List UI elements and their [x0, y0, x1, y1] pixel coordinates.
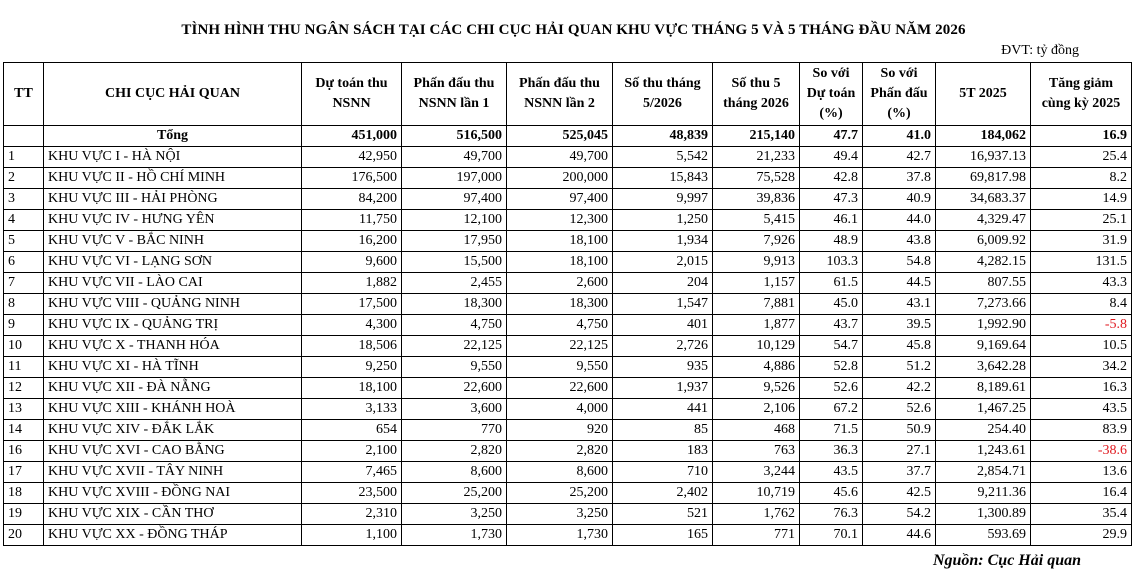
- total-growth: 16.9: [1031, 126, 1132, 147]
- cell-may: 2,015: [613, 252, 713, 273]
- cell-prev-year: 1,300.89: [936, 504, 1031, 525]
- header-row: [4, 63, 1132, 126]
- cell-name: KHU VỰC XIX - CẦN THƠ: [44, 504, 302, 525]
- cell-prev-year: 2,854.71: [936, 462, 1031, 483]
- cell-name: KHU VỰC XIII - KHÁNH HOÀ: [44, 399, 302, 420]
- table-row: [4, 336, 1132, 357]
- cell-name: KHU VỰC XII - ĐÀ NẴNG: [44, 378, 302, 399]
- cell-may: 441: [613, 399, 713, 420]
- cell-name: KHU VỰC VI - LẠNG SƠN: [44, 252, 302, 273]
- cell-estimate: 16,200: [302, 231, 402, 252]
- cell-tt: 5: [4, 231, 44, 252]
- cell-name: KHU VỰC V - BẮC NINH: [44, 231, 302, 252]
- cell-tt: 19: [4, 504, 44, 525]
- cell-target1: 8,600: [402, 462, 507, 483]
- cell-target2: 18,100: [507, 231, 613, 252]
- cell-target1: 2,455: [402, 273, 507, 294]
- cell-vs-estimate: 67.2: [800, 399, 863, 420]
- cell-vs-estimate: 61.5: [800, 273, 863, 294]
- cell-vs-target: 27.1: [863, 441, 936, 462]
- cell-vs-target: 54.2: [863, 504, 936, 525]
- cell-may: 183: [613, 441, 713, 462]
- cell-target2: 97,400: [507, 189, 613, 210]
- table-row: [4, 525, 1132, 546]
- cell-tt: 17: [4, 462, 44, 483]
- table-row: [4, 315, 1132, 336]
- cell-may: 15,843: [613, 168, 713, 189]
- cell-may: 710: [613, 462, 713, 483]
- cell-target1: 770: [402, 420, 507, 441]
- cell-prev-year: 34,683.37: [936, 189, 1031, 210]
- cell-prev-year: 1,992.90: [936, 315, 1031, 336]
- cell-five-months: 763: [713, 441, 800, 462]
- cell-estimate: 176,500: [302, 168, 402, 189]
- cell-target2: 4,000: [507, 399, 613, 420]
- cell-vs-estimate: 36.3: [800, 441, 863, 462]
- cell-five-months: 9,526: [713, 378, 800, 399]
- header-may: Số thu tháng 5/2026: [613, 63, 713, 126]
- cell-target1: 49,700: [402, 147, 507, 168]
- cell-target1: 2,820: [402, 441, 507, 462]
- cell-name: KHU VỰC VII - LÀO CAI: [44, 273, 302, 294]
- cell-tt: 14: [4, 420, 44, 441]
- total-five-months: 215,140: [713, 126, 800, 147]
- cell-target1: 17,950: [402, 231, 507, 252]
- header-prev-year: 5T 2025: [936, 63, 1031, 126]
- cell-vs-target: 50.9: [863, 420, 936, 441]
- cell-target2: 2,820: [507, 441, 613, 462]
- cell-target1: 97,400: [402, 189, 507, 210]
- cell-may: 1,937: [613, 378, 713, 399]
- total-vs-target: 41.0: [863, 126, 936, 147]
- cell-estimate: 23,500: [302, 483, 402, 504]
- cell-growth: 34.2: [1031, 357, 1132, 378]
- cell-target2: 9,550: [507, 357, 613, 378]
- table-row: [4, 189, 1132, 210]
- cell-five-months: 10,719: [713, 483, 800, 504]
- cell-target1: 22,125: [402, 336, 507, 357]
- unit-note: ĐVT: tỷ đồng: [1001, 43, 1079, 58]
- cell-estimate: 654: [302, 420, 402, 441]
- cell-five-months: 2,106: [713, 399, 800, 420]
- cell-name: KHU VỰC XX - ĐỒNG THÁP: [44, 525, 302, 546]
- cell-target1: 3,600: [402, 399, 507, 420]
- cell-five-months: 1,157: [713, 273, 800, 294]
- budget-table: [3, 62, 1132, 546]
- table-row: [4, 294, 1132, 315]
- cell-may: 165: [613, 525, 713, 546]
- table-row: [4, 462, 1132, 483]
- cell-estimate: 1,882: [302, 273, 402, 294]
- cell-estimate: 84,200: [302, 189, 402, 210]
- cell-vs-estimate: 47.3: [800, 189, 863, 210]
- cell-tt: 12: [4, 378, 44, 399]
- header-growth: Tăng giảm cùng kỳ 2025: [1031, 63, 1132, 126]
- cell-prev-year: 6,009.92: [936, 231, 1031, 252]
- cell-target1: 1,730: [402, 525, 507, 546]
- header-vs-estimate: So với Dự toán (%): [800, 63, 863, 126]
- cell-vs-target: 52.6: [863, 399, 936, 420]
- cell-name: KHU VỰC XI - HÀ TĨNH: [44, 357, 302, 378]
- cell-estimate: 11,750: [302, 210, 402, 231]
- cell-tt: 2: [4, 168, 44, 189]
- cell-five-months: 4,886: [713, 357, 800, 378]
- table-row: [4, 504, 1132, 525]
- cell-tt: 3: [4, 189, 44, 210]
- cell-may: 9,997: [613, 189, 713, 210]
- cell-target2: 200,000: [507, 168, 613, 189]
- cell-growth: 43.5: [1031, 399, 1132, 420]
- document-title: TÌNH HÌNH THU NGÂN SÁCH TẠI CÁC CHI CỤC HẢI QUAN KHU VỰC THÁNG 5 VÀ 5 THÁNG ĐẦU NĂM 2026: [181, 22, 966, 38]
- cell-vs-target: 37.7: [863, 462, 936, 483]
- cell-name: KHU VỰC XVIII - ĐỒNG NAI: [44, 483, 302, 504]
- cell-estimate: 2,310: [302, 504, 402, 525]
- cell-target1: 15,500: [402, 252, 507, 273]
- header-target2: Phấn đấu thu NSNN lần 2: [507, 63, 613, 126]
- cell-five-months: 468: [713, 420, 800, 441]
- cell-may: 85: [613, 420, 713, 441]
- cell-vs-target: 51.2: [863, 357, 936, 378]
- cell-growth: 83.9: [1031, 420, 1132, 441]
- cell-vs-target: 43.8: [863, 231, 936, 252]
- table-row: [4, 210, 1132, 231]
- cell-prev-year: 16,937.13: [936, 147, 1031, 168]
- cell-tt: 13: [4, 399, 44, 420]
- cell-target1: 22,600: [402, 378, 507, 399]
- cell-target2: 4,750: [507, 315, 613, 336]
- cell-vs-target: 44.0: [863, 210, 936, 231]
- table-row: [4, 441, 1132, 462]
- cell-five-months: 3,244: [713, 462, 800, 483]
- source-note: Nguồn: Cục Hải quan: [932, 552, 1081, 569]
- cell-prev-year: 1,243.61: [936, 441, 1031, 462]
- cell-target1: 9,550: [402, 357, 507, 378]
- cell-may: 521: [613, 504, 713, 525]
- cell-vs-estimate: 42.8: [800, 168, 863, 189]
- cell-prev-year: 4,329.47: [936, 210, 1031, 231]
- cell-growth: 31.9: [1031, 231, 1132, 252]
- cell-tt: 9: [4, 315, 44, 336]
- cell-may: 1,934: [613, 231, 713, 252]
- cell-estimate: 42,950: [302, 147, 402, 168]
- cell-growth: 14.9: [1031, 189, 1132, 210]
- cell-prev-year: 807.55: [936, 273, 1031, 294]
- total-estimate: 451,000: [302, 126, 402, 147]
- header-tt: TT: [4, 63, 44, 126]
- cell-target2: 18,300: [507, 294, 613, 315]
- cell-tt: 4: [4, 210, 44, 231]
- cell-growth: 35.4: [1031, 504, 1132, 525]
- total-prev-year: 184,062: [936, 126, 1031, 147]
- cell-may: 204: [613, 273, 713, 294]
- cell-estimate: 18,100: [302, 378, 402, 399]
- cell-growth: 13.6: [1031, 462, 1132, 483]
- cell-may: 401: [613, 315, 713, 336]
- cell-vs-estimate: 43.7: [800, 315, 863, 336]
- cell-five-months: 9,913: [713, 252, 800, 273]
- cell-five-months: 39,836: [713, 189, 800, 210]
- cell-tt: 8: [4, 294, 44, 315]
- cell-growth: -5.8: [1031, 315, 1132, 336]
- table-row: [4, 147, 1132, 168]
- cell-name: KHU VỰC XVI - CAO BẰNG: [44, 441, 302, 462]
- cell-tt: 20: [4, 525, 44, 546]
- cell-five-months: 771: [713, 525, 800, 546]
- table-row: [4, 273, 1132, 294]
- cell-estimate: 7,465: [302, 462, 402, 483]
- total-target2: 525,045: [507, 126, 613, 147]
- cell-name: KHU VỰC II - HỒ CHÍ MINH: [44, 168, 302, 189]
- cell-prev-year: 254.40: [936, 420, 1031, 441]
- cell-may: 935: [613, 357, 713, 378]
- cell-vs-target: 44.6: [863, 525, 936, 546]
- cell-target2: 1,730: [507, 525, 613, 546]
- cell-may: 5,542: [613, 147, 713, 168]
- cell-vs-estimate: 46.1: [800, 210, 863, 231]
- table-row: [4, 357, 1132, 378]
- cell-vs-estimate: 48.9: [800, 231, 863, 252]
- cell-prev-year: 4,282.15: [936, 252, 1031, 273]
- cell-name: KHU VỰC XVII - TÂY NINH: [44, 462, 302, 483]
- cell-vs-target: 43.1: [863, 294, 936, 315]
- cell-five-months: 1,762: [713, 504, 800, 525]
- cell-target1: 4,750: [402, 315, 507, 336]
- cell-vs-target: 42.5: [863, 483, 936, 504]
- cell-growth: 43.3: [1031, 273, 1132, 294]
- cell-vs-estimate: 70.1: [800, 525, 863, 546]
- cell-tt: 16: [4, 441, 44, 462]
- cell-vs-target: 54.8: [863, 252, 936, 273]
- cell-target2: 25,200: [507, 483, 613, 504]
- cell-name: KHU VỰC X - THANH HÓA: [44, 336, 302, 357]
- cell-name: KHU VỰC III - HẢI PHÒNG: [44, 189, 302, 210]
- cell-target2: 12,300: [507, 210, 613, 231]
- cell-vs-estimate: 76.3: [800, 504, 863, 525]
- cell-prev-year: 3,642.28: [936, 357, 1031, 378]
- table-row: [4, 420, 1132, 441]
- cell-tt: 1: [4, 147, 44, 168]
- cell-target2: 2,600: [507, 273, 613, 294]
- cell-target2: 18,100: [507, 252, 613, 273]
- cell-vs-estimate: 49.4: [800, 147, 863, 168]
- cell-may: 1,547: [613, 294, 713, 315]
- cell-vs-target: 45.8: [863, 336, 936, 357]
- total-may: 48,839: [613, 126, 713, 147]
- cell-estimate: 1,100: [302, 525, 402, 546]
- table-row: [4, 168, 1132, 189]
- cell-prev-year: 9,169.64: [936, 336, 1031, 357]
- table-row: [4, 399, 1132, 420]
- cell-prev-year: 9,211.36: [936, 483, 1031, 504]
- cell-vs-estimate: 71.5: [800, 420, 863, 441]
- cell-growth: 25.4: [1031, 147, 1132, 168]
- cell-growth: 131.5: [1031, 252, 1132, 273]
- cell-target1: 25,200: [402, 483, 507, 504]
- cell-estimate: 3,133: [302, 399, 402, 420]
- cell-vs-target: 42.7: [863, 147, 936, 168]
- cell-estimate: 2,100: [302, 441, 402, 462]
- cell-vs-target: 42.2: [863, 378, 936, 399]
- cell-five-months: 7,926: [713, 231, 800, 252]
- cell-vs-target: 44.5: [863, 273, 936, 294]
- cell-target2: 22,125: [507, 336, 613, 357]
- cell-target1: 197,000: [402, 168, 507, 189]
- total-tt: [4, 126, 44, 147]
- total-label: Tổng: [44, 126, 302, 147]
- total-target1: 516,500: [402, 126, 507, 147]
- cell-tt: 7: [4, 273, 44, 294]
- cell-prev-year: 7,273.66: [936, 294, 1031, 315]
- cell-vs-estimate: 43.5: [800, 462, 863, 483]
- cell-growth: -38.6: [1031, 441, 1132, 462]
- cell-estimate: 18,506: [302, 336, 402, 357]
- cell-prev-year: 1,467.25: [936, 399, 1031, 420]
- table-row: [4, 252, 1132, 273]
- cell-vs-estimate: 54.7: [800, 336, 863, 357]
- cell-five-months: 10,129: [713, 336, 800, 357]
- header-five-months: Số thu 5 tháng 2026: [713, 63, 800, 126]
- cell-five-months: 5,415: [713, 210, 800, 231]
- cell-five-months: 1,877: [713, 315, 800, 336]
- cell-vs-target: 39.5: [863, 315, 936, 336]
- cell-estimate: 9,250: [302, 357, 402, 378]
- cell-target2: 920: [507, 420, 613, 441]
- cell-prev-year: 593.69: [936, 525, 1031, 546]
- total-vs-estimate: 47.7: [800, 126, 863, 147]
- cell-tt: 10: [4, 336, 44, 357]
- cell-vs-estimate: 103.3: [800, 252, 863, 273]
- cell-target2: 8,600: [507, 462, 613, 483]
- cell-vs-estimate: 45.6: [800, 483, 863, 504]
- cell-growth: 16.4: [1031, 483, 1132, 504]
- cell-target1: 12,100: [402, 210, 507, 231]
- table-row: [4, 231, 1132, 252]
- cell-name: KHU VỰC I - HÀ NỘI: [44, 147, 302, 168]
- cell-name: KHU VỰC IV - HƯNG YÊN: [44, 210, 302, 231]
- cell-vs-target: 37.8: [863, 168, 936, 189]
- cell-target2: 22,600: [507, 378, 613, 399]
- cell-name: KHU VỰC XIV - ĐẮK LẮK: [44, 420, 302, 441]
- cell-growth: 16.3: [1031, 378, 1132, 399]
- cell-vs-estimate: 52.8: [800, 357, 863, 378]
- cell-name: KHU VỰC IX - QUẢNG TRỊ: [44, 315, 302, 336]
- cell-growth: 25.1: [1031, 210, 1132, 231]
- header-target1: Phấn đấu thu NSNN lần 1: [402, 63, 507, 126]
- cell-may: 2,726: [613, 336, 713, 357]
- cell-vs-estimate: 45.0: [800, 294, 863, 315]
- cell-estimate: 17,500: [302, 294, 402, 315]
- cell-tt: 11: [4, 357, 44, 378]
- cell-vs-estimate: 52.6: [800, 378, 863, 399]
- total-row: [4, 126, 1132, 147]
- cell-target2: 49,700: [507, 147, 613, 168]
- cell-estimate: 4,300: [302, 315, 402, 336]
- header-vs-target: So với Phấn đấu (%): [863, 63, 936, 126]
- cell-vs-target: 40.9: [863, 189, 936, 210]
- cell-five-months: 75,528: [713, 168, 800, 189]
- cell-prev-year: 69,817.98: [936, 168, 1031, 189]
- cell-five-months: 7,881: [713, 294, 800, 315]
- cell-estimate: 9,600: [302, 252, 402, 273]
- cell-five-months: 21,233: [713, 147, 800, 168]
- cell-prev-year: 8,189.61: [936, 378, 1031, 399]
- header-estimate: Dự toán thu NSNN: [302, 63, 402, 126]
- cell-may: 1,250: [613, 210, 713, 231]
- header-name: CHI CỤC HẢI QUAN: [44, 63, 302, 126]
- table-row: [4, 483, 1132, 504]
- cell-growth: 10.5: [1031, 336, 1132, 357]
- cell-target1: 3,250: [402, 504, 507, 525]
- cell-target1: 18,300: [402, 294, 507, 315]
- cell-growth: 8.4: [1031, 294, 1132, 315]
- cell-target2: 3,250: [507, 504, 613, 525]
- table-row: [4, 378, 1132, 399]
- cell-name: KHU VỰC VIII - QUẢNG NINH: [44, 294, 302, 315]
- cell-growth: 8.2: [1031, 168, 1132, 189]
- cell-tt: 6: [4, 252, 44, 273]
- cell-may: 2,402: [613, 483, 713, 504]
- cell-tt: 18: [4, 483, 44, 504]
- cell-growth: 29.9: [1031, 525, 1132, 546]
